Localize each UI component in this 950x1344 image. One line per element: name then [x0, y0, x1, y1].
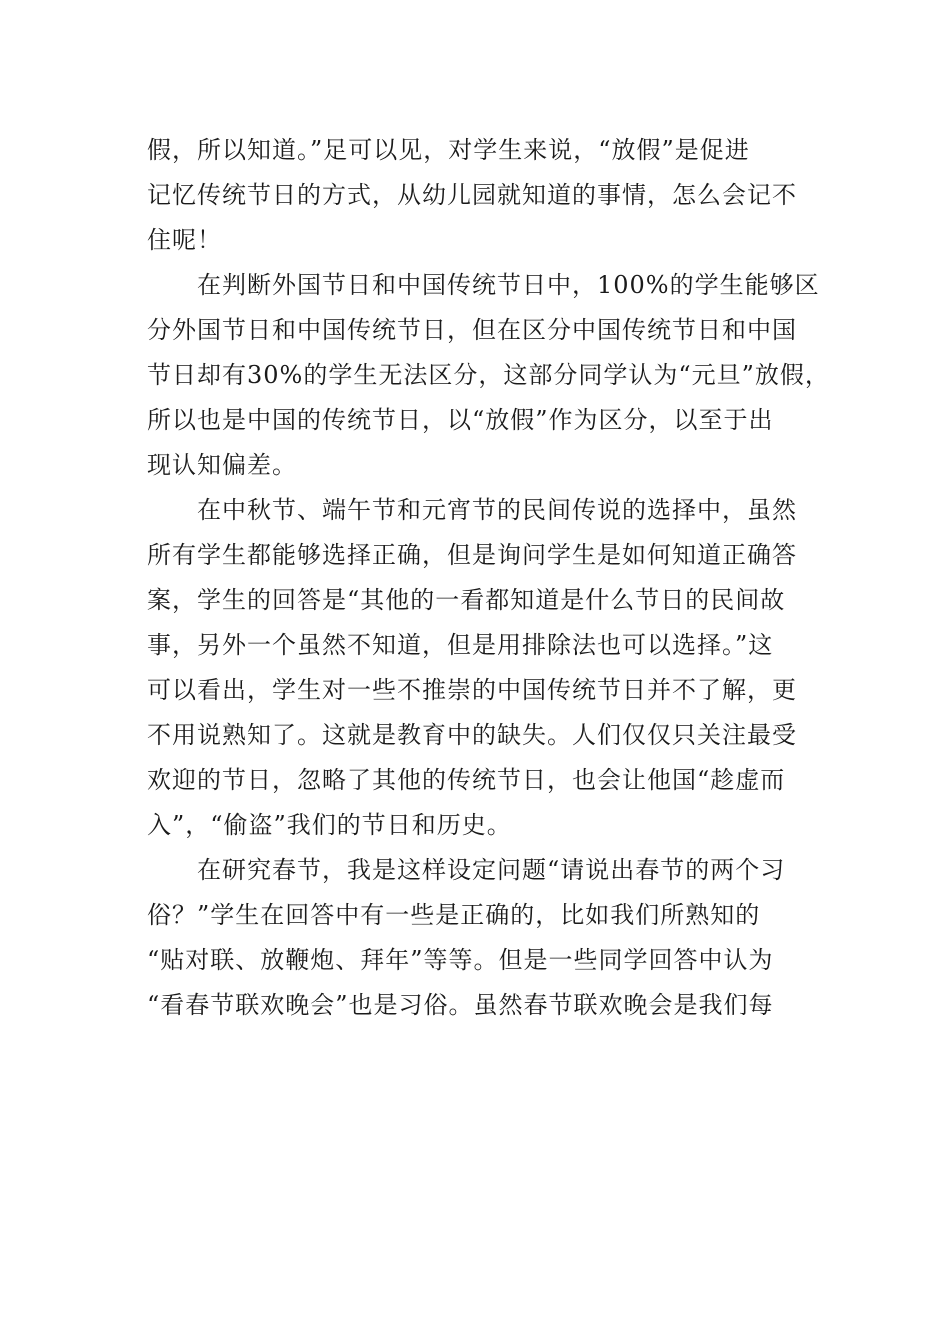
text-line: 在研究春节，我是这样设定问题“请说出春节的两个习 — [197, 856, 786, 884]
text-line: 欢迎的节日，忽略了其他的传统节日，也会让他国“趁虚而 — [147, 766, 786, 794]
text-line: 住呢！ — [147, 226, 222, 254]
text-line: 节日却有30%的学生无法区分，这部分同学认为“元旦”放假， — [147, 361, 830, 389]
text-line: 在中秋节、端午节和元宵节的民间传说的选择中，虽然 — [197, 496, 797, 524]
text-line: 假，所以知道。”足可以见，对学生来说，“放假”是促进 — [147, 136, 750, 164]
text-line: 事，另外一个虽然不知道，但是用排除法也可以选择。”这 — [147, 631, 774, 659]
text-line: 在判断外国节日和中国传统节日中，100%的学生能够区 — [197, 271, 820, 299]
paragraph — [147, 488, 827, 848]
text-line: 入”，“偷盗”我们的节日和历史。 — [147, 811, 512, 839]
paragraph — [147, 263, 830, 488]
body-text — [147, 128, 830, 1028]
text-line: 记忆传统节日的方式，从幼儿园就知道的事情，怎么会记不 — [147, 181, 797, 209]
text-line: 分外国节日和中国传统节日，但在区分中国传统节日和中国 — [147, 316, 797, 344]
paragraph — [147, 848, 827, 1028]
text-line: 案，学生的回答是“其他的一看都知道是什么节日的民间故 — [147, 586, 786, 614]
text-line: 所有学生都能够选择正确，但是询问学生是如何知道正确答 — [147, 541, 797, 569]
text-line: “贴对联、放鞭炮、拜年”等等。但是一些同学回答中认为 — [147, 946, 774, 974]
text-line: 所以也是中国的传统节日，以“放假”作为区分，以至于出 — [147, 406, 774, 434]
text-line: “看春节联欢晚会”也是习俗。虽然春节联欢晚会是我们每 — [147, 991, 774, 1019]
text-line: 现认知偏差。 — [147, 451, 297, 479]
text-line: 不用说熟知了。这就是教育中的缺失。人们仅仅只关注最受 — [147, 721, 797, 749]
text-line: 可以看出，学生对一些不推崇的中国传统节日并不了解，更 — [147, 676, 797, 704]
text-line: 俗？”学生在回答中有一些是正确的，比如我们所熟知的 — [147, 901, 761, 929]
paragraph — [147, 128, 827, 263]
